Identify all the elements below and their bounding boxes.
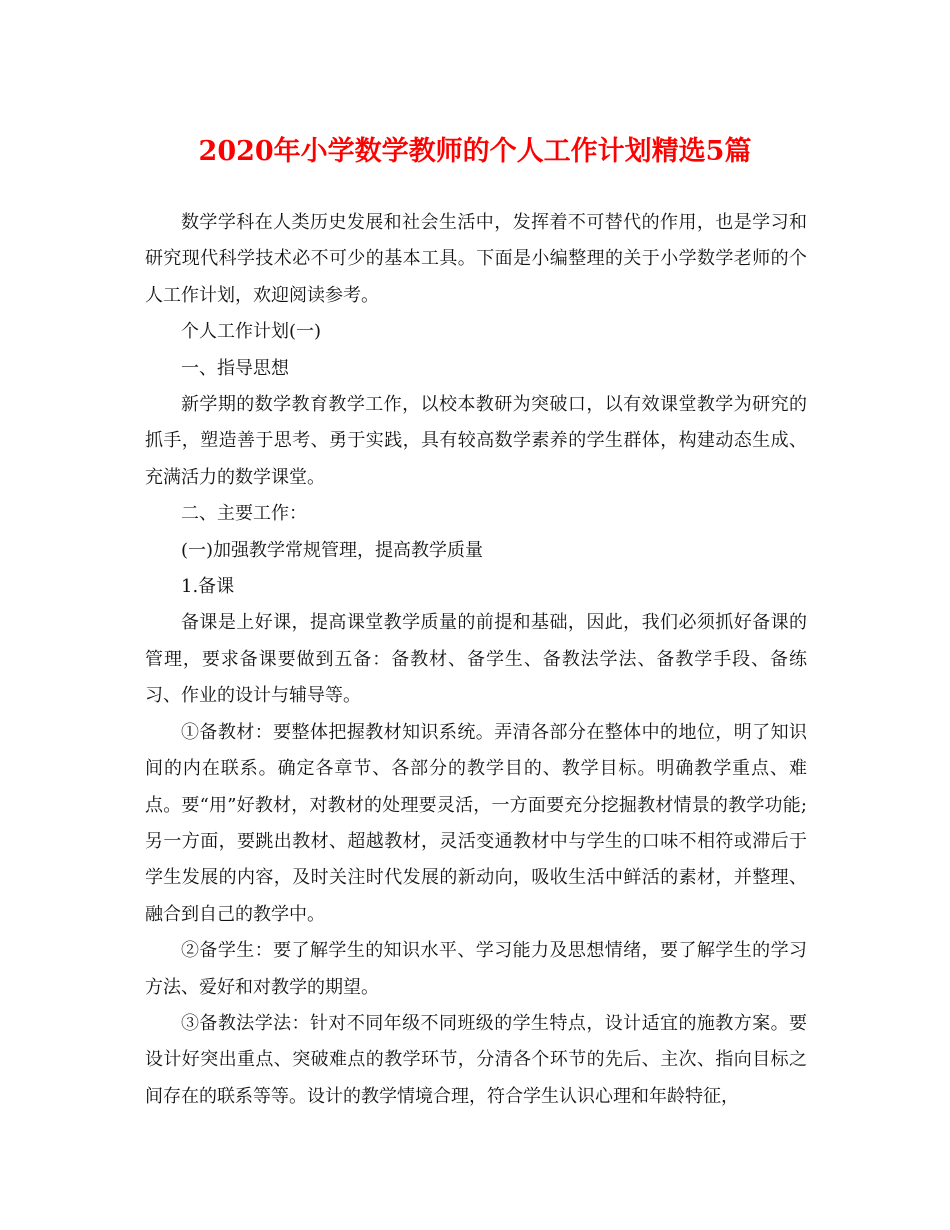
document-title: 2020年小学数学教师的个人工作计划精选5篇 [198,136,752,167]
document-body [145,205,807,1115]
lesson-prep-paragraph: 备课是上好课，提高课堂教学质量的前提和基础，因此，我们必须抓好备课的管理，要求备课要做到五备：备教材、备学生、备教法学法、备教学手段、备练习、作业的设计与辅导等。 [145,612,807,707]
intro-paragraph: 数学学科在人类历史发展和社会生活中，发挥着不可替代的作用，也是学习和研究现代科学技术必不可少的基本工具。下面是小编整理的关于小学数学老师的个人工作计划，欢迎阅读参考。 [145,212,807,306]
heading-guiding-thought: 一、指导思想 [181,357,289,379]
subheading-teaching-routine: (一)加强教学常规管理，提高教学质量 [181,539,484,561]
subheading-lesson-prep: 1.备课 [181,576,235,598]
section-heading-plan-1: 个人工作计划(一) [181,321,322,343]
guiding-thought-paragraph: 新学期的数学教育教学工作，以校本教研为突破口，以有效课堂教学为研究的抓手，塑造善于思考、勇于实践，具有较高数学素养的学生群体，构建动态生成、充满活力的数学课堂。 [145,394,807,488]
prep-materials-paragraph: ①备教材：要整体把握教材知识系统。弄清各部分在整体中的地位，明了知识间的内在联系。确定各章节、各部分的教学目的、教学目标。明确教学重点、难点。要“用”好教材，对教材的处理要灵活，一方面要充分挖掘教材情景的教学功能;另一方面，要跳出教材、超越教材，灵活变通教材中与学生的口味不相符或滞后于学生发展的内容，及时关注时代发展的新动向，吸收生活中鲜活的素材，并整理、融合到自己的教学中。 [145,721,807,925]
prep-methods-paragraph: ③备教法学法：针对不同年级不同班级的学生特点，设计适宜的施教方案。要设计好突出重点、突破难点的教学环节，分清各个环节的先后、主次、指向目标之间存在的联系等等。设计的教学情境合理，符合学生认识心理和年龄特征， [145,1012,807,1107]
heading-main-work: 二、主要工作： [181,503,307,525]
prep-students-paragraph: ②备学生：要了解学生的知识水平、学习能力及思想情绪，要了解学生的学习方法、爱好和对教学的期望。 [145,940,807,998]
